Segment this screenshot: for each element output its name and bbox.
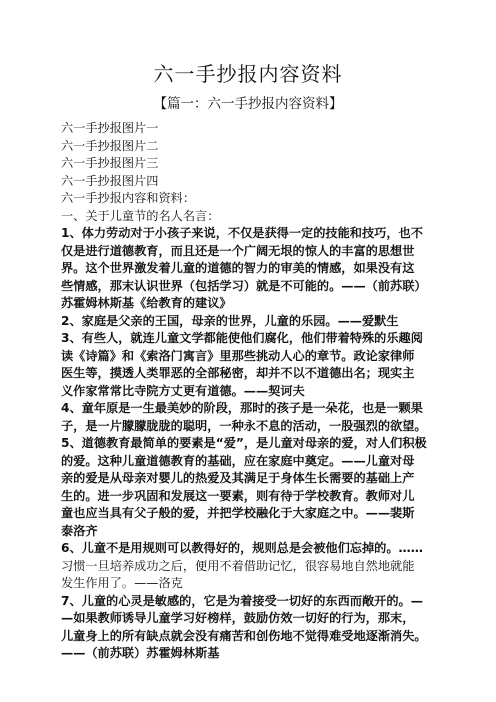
quote-line: 2、家庭是父亲的王国，母亲的世界，儿童的乐园。——爱默生 [61, 313, 399, 328]
quote-line: 7、儿童的心灵是敏感的，它是为着接受一切好的东西而敞开的。— [61, 593, 423, 608]
body-line: 六一手抄报内容和资料： [61, 191, 196, 205]
quote-line: 发生作用了。——洛克 [61, 576, 183, 590]
document-title: 六一手抄报内容资料 [153, 62, 343, 86]
quote-line: 的爱。这种儿童道德教育的基础，应在家庭中奠定。——儿童对母 [61, 453, 415, 468]
document-subtitle: 【篇一：六一手抄报内容资料】 [153, 96, 343, 112]
quote-line: 义作家常常比寺院方丈更有道德。——契诃夫 [61, 383, 305, 398]
quote-line: 童也应当具有父子般的爱，并把学校融化于大家庭之中。——裴斯 [61, 506, 415, 520]
quote-line: 4、童年原是一生最美妙的阶段，那时的孩子是一朵花，也是一颗果 [61, 401, 423, 415]
quote-line: 习惯一旦培养成功之后，便用不着借助记忆，很容易地自然地就能 [61, 558, 415, 573]
quote-line: 亲的爱是从母亲对婴儿的热爱及其满足于身体生长需要的基础上产 [61, 471, 415, 485]
body-line: 六一手抄报图片一 [61, 121, 159, 135]
quote-line: —如果教师诱导儿童学习好榜样，鼓励仿效一切好的行为，那末， [61, 611, 415, 625]
quote-line: 生的。进一步巩固和发展这一要素，则有待于学校教育。教师对儿 [61, 488, 415, 503]
body-line: 六一手抄报图片四 [61, 173, 159, 188]
quote-line: 1、体力劳动对于小孩子来说，不仅是获得一定的技能和技巧，也不 [61, 226, 423, 240]
quote-line: 些情感，那末认识世界（包括学习）就是不可能的。——（前苏联） [61, 278, 427, 293]
quote-line: 3、有些人，就连儿童文学都能使他们腐化，他们带着特殊的乐趣阅 [61, 331, 423, 345]
quote-line: 5、道德教育最简单的要素是“爱”，是儿童对母亲的爱，对人们积极 [61, 436, 427, 450]
quote-line: ——（前苏联）苏霍姆林斯基 [61, 646, 220, 660]
body-line: 六一手抄报图片二 [61, 138, 159, 153]
section-heading: 一、关于儿童节的名人名言： [61, 208, 220, 223]
quote-line: 6、儿童不是用规则可以教得好的，规则总是会被他们忘掉的。…… [61, 541, 423, 555]
quote-line: 医生等，摸透人类罪恶的全部秘密，却并不以不道德出名；现实主 [61, 366, 415, 380]
quote-line: 苏霍姆林斯基《给教育的建议》 [61, 296, 232, 310]
document-body [61, 120, 441, 663]
quote-line: 儿童身上的所有缺点就会没有痛苦和创伤地不觉得难受地逐渐消失。 [61, 628, 427, 643]
quote-line: 仅是进行道德教育，而且还是一个广阔无垠的惊人的丰富的思想世 [61, 243, 415, 258]
quote-line: 界。这个世界激发着儿童的道德的智力的审美的情感，如果没有这 [61, 261, 415, 275]
body-line: 六一手抄报图片三 [61, 156, 159, 170]
quote-line: 子，是一片朦朦胧胧的聪明，一种永不息的活动，一股强烈的欲望。 [61, 418, 427, 433]
quote-line: 读《诗篇》和《索洛门寓言》里那些挑动人心的章节。政论家律师 [61, 348, 415, 363]
quote-line: 泰洛齐 [61, 523, 98, 538]
